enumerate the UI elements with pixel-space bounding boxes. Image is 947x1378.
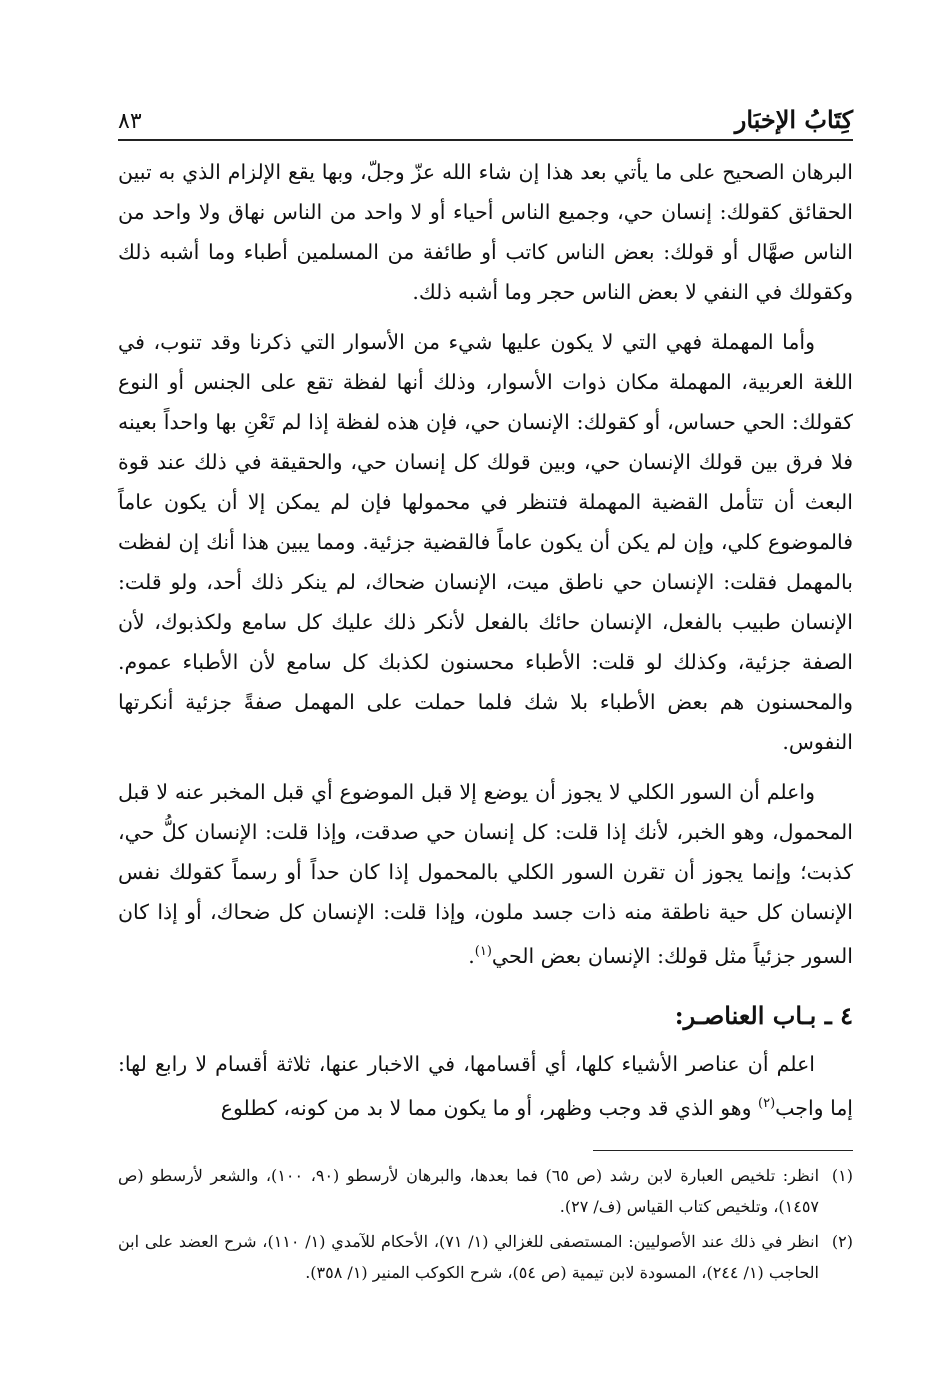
- footnote-ref-2: (٢): [758, 1095, 776, 1111]
- footnote-text: انظر في ذلك عند الأصوليين: المستصفى للغزالي (١/ ٧١)، الأحكام للآمدي (١/ ١١٠)، شرح العضد على ابن الحاجب (١/ ٢٤٤)، المسودة لابن تيمية (ص ٥٤)، شرح الكوكب المنير (١/ ٣٥٨).: [118, 1232, 819, 1282]
- footnote: [118, 1226, 853, 1288]
- footnote: [118, 1160, 853, 1222]
- paragraph-4-text-b: وهو الذي قد وجب وظهر، أو ما يكون مما لا بد من كونه، كطلوع: [220, 1095, 759, 1120]
- section-heading: ٤ ـ بـاب العناصـر:: [674, 1000, 853, 1030]
- header-rule: [118, 139, 853, 141]
- paragraph-4-text-a: اعلم أن عناصر الأشياء كلها، أي أقسامها، في الاخبار عنها، ثلاثة أقسام لا رابع لها: إما واجب: [118, 1051, 853, 1120]
- running-title: كِتَابُ الإخبَار: [734, 105, 853, 134]
- footnote-text: انظر: تلخيص العبارة لابن رشد (ص ٦٥) فما بعدها، والبرهان لأرسطو (٩٠، ١٠٠)، والشعر لأرسطو (ص ١٤٥٧)، وتلخيص كتاب القياس (ف/ ٢٧).: [118, 1166, 820, 1216]
- footnotes: [118, 1160, 853, 1292]
- footnote-number: (١): [831, 1166, 853, 1185]
- page-number: ٨٣: [118, 109, 142, 134]
- paragraph-3-end: .: [468, 943, 475, 968]
- paragraph-4: [118, 1044, 853, 1128]
- paragraph-2: وأما المهملة فهي التي لا يكون عليها شيء من الأسوار التي ذكرنا وقد تنوب، في اللغة العربية، المهملة مكان ذوات الأسوار، وذلك أنها لفظة تقع على الجنس أو النوع كقولك: الحي حساس، أو كقولك: الإنسان حي، فإن هذه لفظة إذا لم تَعْنِ بها واحداً بعينه فلا فرق بين قولك الإنسان حي، وبين قولك كل إنسان حي، والحقيقة في ذلك عند قوة البعث أن تتأمل القضية المهملة فتنظر في محمولها فإن لم يمكن إلا أن يكون عاماً فالموضوع كلي، وإن لم يكن أن يكون عاماً فالقضية جزئية. ومما يبين هذا أنك إن لفظت بالمهمل فقلت: الإنسان حي ناطق ميت، الإنسان ضحاك، لم ينكر ذلك أحد، ولو قلت: الإنسان طبيب بالفعل، الإنسان حائك بالفعل لأنكر ذلك عليك كل سامع ولكذبوك، لأن الصفة جزئية، وكذلك لو قلت: الأطباء محسنون لكذبك كل سامع لأن الأطباء عموم. والمحسنون هم بعض الأطباء بلا شك فلما حملت على المهمل صفةً جزئية أنكرتها النفوس.: [118, 330, 853, 754]
- footnote-number: (٢): [831, 1232, 853, 1251]
- paragraph-1: البرهان الصحيح على ما يأتي بعد هذا إن شاء الله عزّ وجلّ، وبها يقع الإلزام الذي به تبين الحقائق كقولك: إنسان حي، وجميع الناس أحياء أو لا واحد من الناس نهاق ولا واحد من الناس صهَّال أو قولك: بعض الناس كاتب أو طائفة من المسلمين أطباء وما أشبه ذلك وكقولك في النفي لا بعض الناس حجر وما أشبه ذلك.: [118, 160, 853, 304]
- footnote-rule: [593, 1150, 853, 1151]
- page-header: [118, 86, 853, 134]
- paragraph-3: [118, 772, 853, 976]
- paragraph-3-text: واعلم أن السور الكلي لا يجوز أن يوضع إلا قبل الموضوع أي قبل المخبر عنه لا قبل المحمول، وهو الخبر، لأنك إذا قلت: كل إنسان حي صدقت، وإذا قلت: الإنسان كلُّ حي، كذبت؛ وإنما يجوز أن تقرن السور الكلي بالمحمول إذا كان حداً أو رسماً كقولك نفس الإنسان كل حية ناطقة منه ذات جسد ملون، وإذا قلت: الإنسان كل ضحاك، أو إذا كان السور جزئياً مثل قولك: الإنسان بعض الحي: [118, 780, 853, 968]
- footnote-ref-1: (١): [474, 944, 492, 959]
- body-text: [118, 152, 853, 1138]
